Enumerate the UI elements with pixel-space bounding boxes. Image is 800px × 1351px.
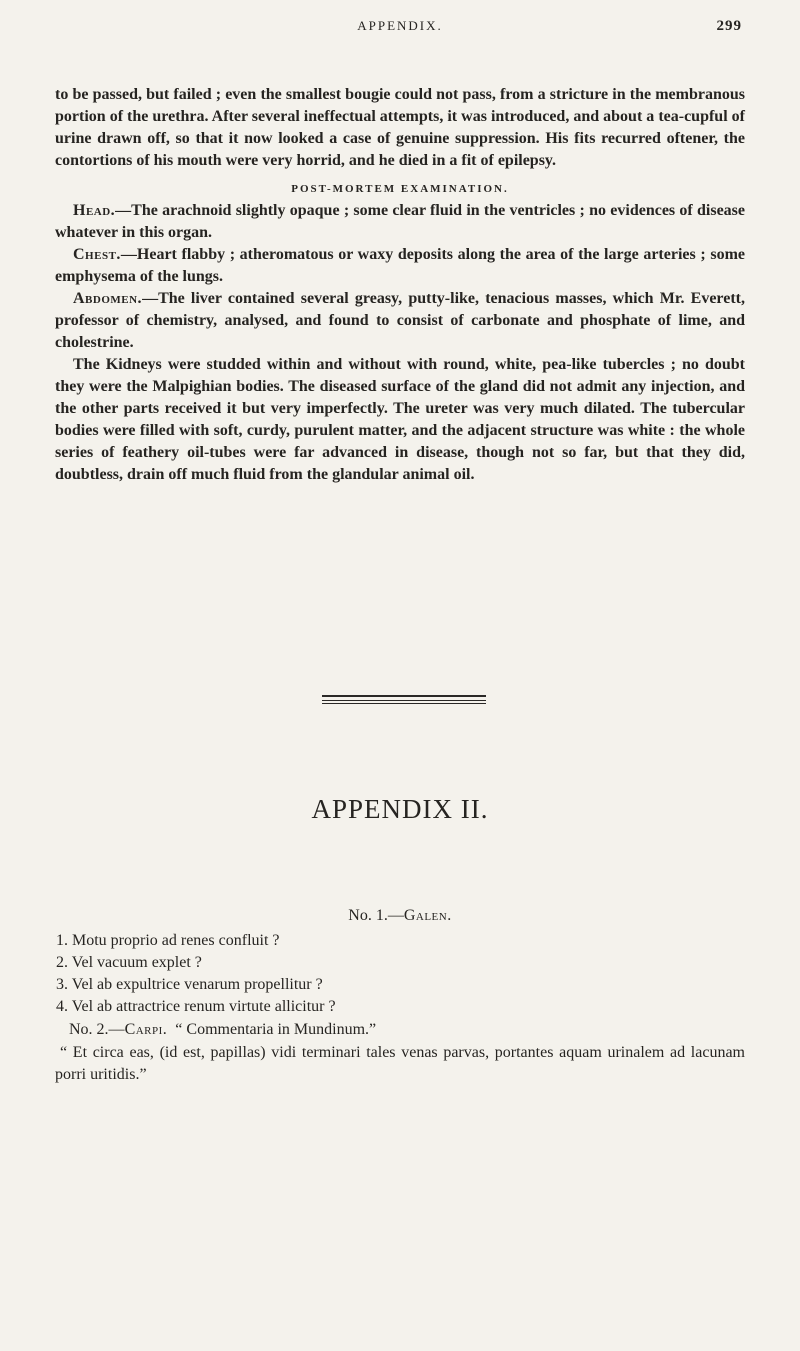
chest-label: Chest.: [73, 246, 121, 263]
galen-heading: [55, 907, 745, 925]
divider-rule-middle: [322, 700, 486, 701]
appendix-title: APPENDIX II.: [311, 794, 489, 824]
galen-questions: [56, 930, 736, 1018]
postmortem-heading: POST-MORTEM EXAMINATION.: [291, 183, 509, 195]
head-label: Head.: [73, 202, 116, 219]
kidneys-paragraph: The Kidneys were studded within and without with round, white, pea-like tubercles ; no doubt they were the Malpighian bodies. The diseased surface of the gland did not admit any injection, and the other parts received it but very imperfectly. The ureter was very much dilated. The tubercular bodies were filled with soft, curdy, purulent matter, and the adjacent structure was white : the whole series of feathery oil-tubes were far advanced in disease, though not so far, but that they did, doubtless, drain off much fluid from the glandular animal oil.: [55, 356, 745, 483]
carpi-name: Carpi.: [124, 1021, 168, 1038]
running-head: [55, 18, 745, 40]
head-finding: [55, 200, 745, 244]
running-head-title: APPENDIX.: [357, 18, 443, 33]
abdomen-text: —The liver contained several greasy, putty-like, tenacious masses, which Mr. Everett, professor of chemistry, analysed, and found to consist of carbonate and phosphate of lime, and cholestrine.: [55, 290, 745, 351]
page-number: 299: [716, 18, 742, 34]
carpi-number: No. 2.—: [69, 1021, 125, 1038]
abdomen-finding: [55, 288, 745, 354]
galen-name: Galen.: [403, 907, 452, 924]
case-paragraph: to be passed, but failed ; even the smallest bougie could not pass, from a stricture in the membranous portion of the urethra. After several ineffectual attempts, it was introduced, and about a tea-cupful of urine drawn off, so that it now looked a case of genuine suppression. His fits recurred oftener, the contortions of his mouth were very horrid, and he died in a fit of epilepsy.: [55, 86, 745, 169]
divider-rule-top: [322, 695, 486, 697]
galen-number: No. 1.—: [348, 907, 404, 924]
list-item: 2. Vel vacuum explet ?: [56, 954, 202, 971]
carpi-heading: [69, 1019, 376, 1041]
quote-text: “ Et circa eas, (id est, papillas) vidi terminari tales venas parvas, portantes aquam urinalem ad lacunam porri uritidis.”: [55, 1044, 745, 1083]
divider-rule-bottom: [322, 703, 486, 704]
carpi-quote: [55, 1042, 745, 1086]
abdomen-label: Abdomen.: [73, 290, 143, 307]
head-text: —The arachnoid slightly opaque ; some clear fluid in the ventricles ; no evidences of disease whatever in this organ.: [55, 202, 745, 241]
list-item: 3. Vel ab expultrice venarum propellitur ?: [56, 976, 323, 993]
chest-text: —Heart flabby ; atheromatous or waxy deposits along the area of the large arteries ; some emphysema of the lungs.: [55, 246, 745, 285]
list-item: 1. Motu proprio ad renes confluit ?: [56, 932, 280, 949]
chest-finding: [55, 244, 745, 288]
list-item: 4. Vel ab attractrice renum virtute allicitur ?: [56, 998, 336, 1015]
carpi-work: “ Commentaria in Mundinum.”: [167, 1021, 377, 1038]
case-report-text: [55, 84, 745, 486]
